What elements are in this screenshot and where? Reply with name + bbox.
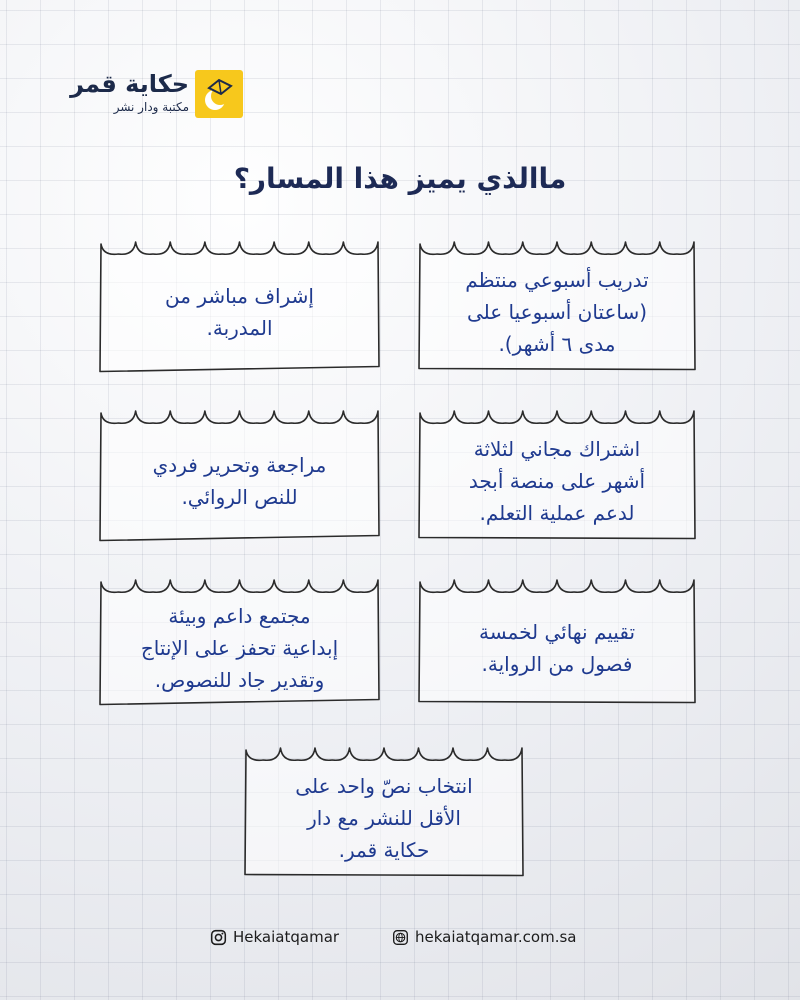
feature-card-text: انتخاب نصّ واحد على الأقل للنشر مع دار حكاية قمر. xyxy=(295,774,473,862)
feature-card-weekly-training xyxy=(417,232,697,372)
feature-card-text: مراجعة وتحرير فردي للنص الروائي. xyxy=(152,453,327,509)
instagram-handle: Hekaiatqamar xyxy=(233,928,340,946)
moon-book-icon xyxy=(195,70,243,118)
brand-name: حكاية قمر xyxy=(70,70,189,98)
feature-card-text: تدريب أسبوعي منتظم (ساعتان أسبوعيا على مدى ٦ أشهر). xyxy=(465,268,649,356)
brand-tagline: مكتبة ودار نشر xyxy=(113,100,189,114)
feature-card-final-evaluation xyxy=(417,570,697,705)
feature-card-text: مجتمع داعم وبيئة إبداعية تحفز على الإنتاج وتقدير جاد للنصوص. xyxy=(140,603,339,692)
feature-card-publishing-selection xyxy=(243,738,525,878)
feature-card-supportive-community xyxy=(98,570,381,705)
instagram-link[interactable] xyxy=(210,928,339,946)
feature-card-text: تقييم نهائي لخمسة فصول من الرواية. xyxy=(478,619,636,676)
feature-card-text: إشراف مباشر من المدربة. xyxy=(165,284,314,340)
instagram-icon xyxy=(210,929,227,946)
feature-card-free-subscription xyxy=(417,401,697,541)
website-link[interactable] xyxy=(392,928,576,946)
website-url: hekaiatqamar.com.sa xyxy=(415,928,577,946)
feature-card-individual-editing xyxy=(98,401,381,541)
page-title: ماالذي يميز هذا المسار؟ xyxy=(233,162,567,195)
globe-icon xyxy=(392,929,409,946)
feature-card-text: اشتراك مجاني لثلاثة أشهر على منصة أبجد لدعم عملية التعلم. xyxy=(468,437,646,525)
brand-logo[interactable] xyxy=(70,68,243,124)
feature-card-direct-supervision xyxy=(98,232,381,372)
